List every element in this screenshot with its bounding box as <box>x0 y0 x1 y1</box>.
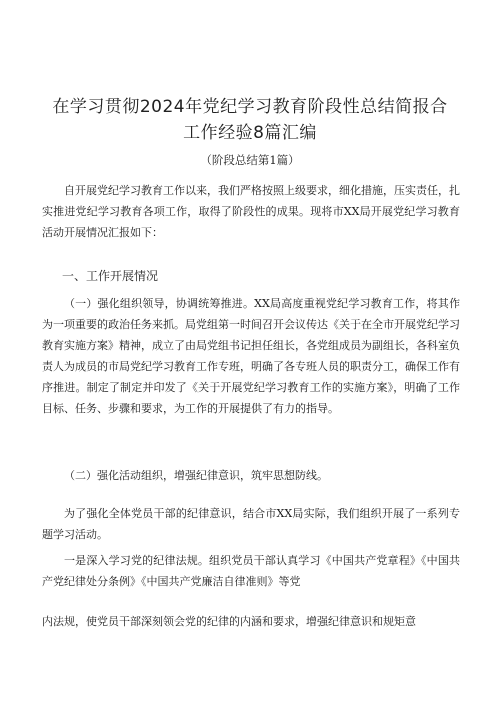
section-1-paragraph-5: 内法规，使党员干部深刻领会党的纪律的内涵和要求，增强纪律意识和规矩意 <box>42 615 416 628</box>
section-1-item-1: （一）强化组织领导，协调统筹推进。XX局高度重视党纪学习教育工作，将其作为一项重要的政治任务来抓。局党组第一时间召开会议传达《关于在全市开展党纪学习教育实施方案》精神，成立了由局党组书记担任组长，各党组成员为副组长，各科室负责人为成员的市局党纪学习教育工作专班，明确了各专班人员的职责分工，确保工作有序推进。制定了制定并印发了《关于开展党纪学习教育工作的实施方案》，明确了工作目标、任务、步骤和要求，为工作的开展提供了有力的指导。 <box>42 297 460 415</box>
section-1-paragraph-3: 为了强化全体党员干部的纪律意识，结合市XX局实际，我们组织开展了一系列专题学习活动。 <box>42 507 460 541</box>
section-1-heading: 一、工作开展情况 <box>62 269 159 283</box>
document-subtitle: （阶段总结第1篇） <box>200 153 300 167</box>
document-title-line-2: 工作经验8篇汇编 <box>183 123 317 143</box>
section-1-paragraph-4: 一是深入学习党的纪律法规。组织党员干部认真学习《中国共产党章程》《中国共产党纪律处分条例》《中国共产党廉洁自律准则》等党 <box>42 554 460 588</box>
document-title-line-1: 在学习贯彻2024年党纪学习教育阶段性总结简报合 <box>52 97 448 117</box>
section-1-item-2: （二）强化活动组织，增强纪律意识，筑牢思想防线。 <box>64 469 328 482</box>
intro-paragraph: 自开展党纪学习教育工作以来，我们严格按照上级要求，细化措施，压实责任，扎实推进党纪学习教育各项工作，取得了阶段性的成果。现将市XX局开展党纪学习教育活动开展情况汇报如下： <box>42 184 460 239</box>
